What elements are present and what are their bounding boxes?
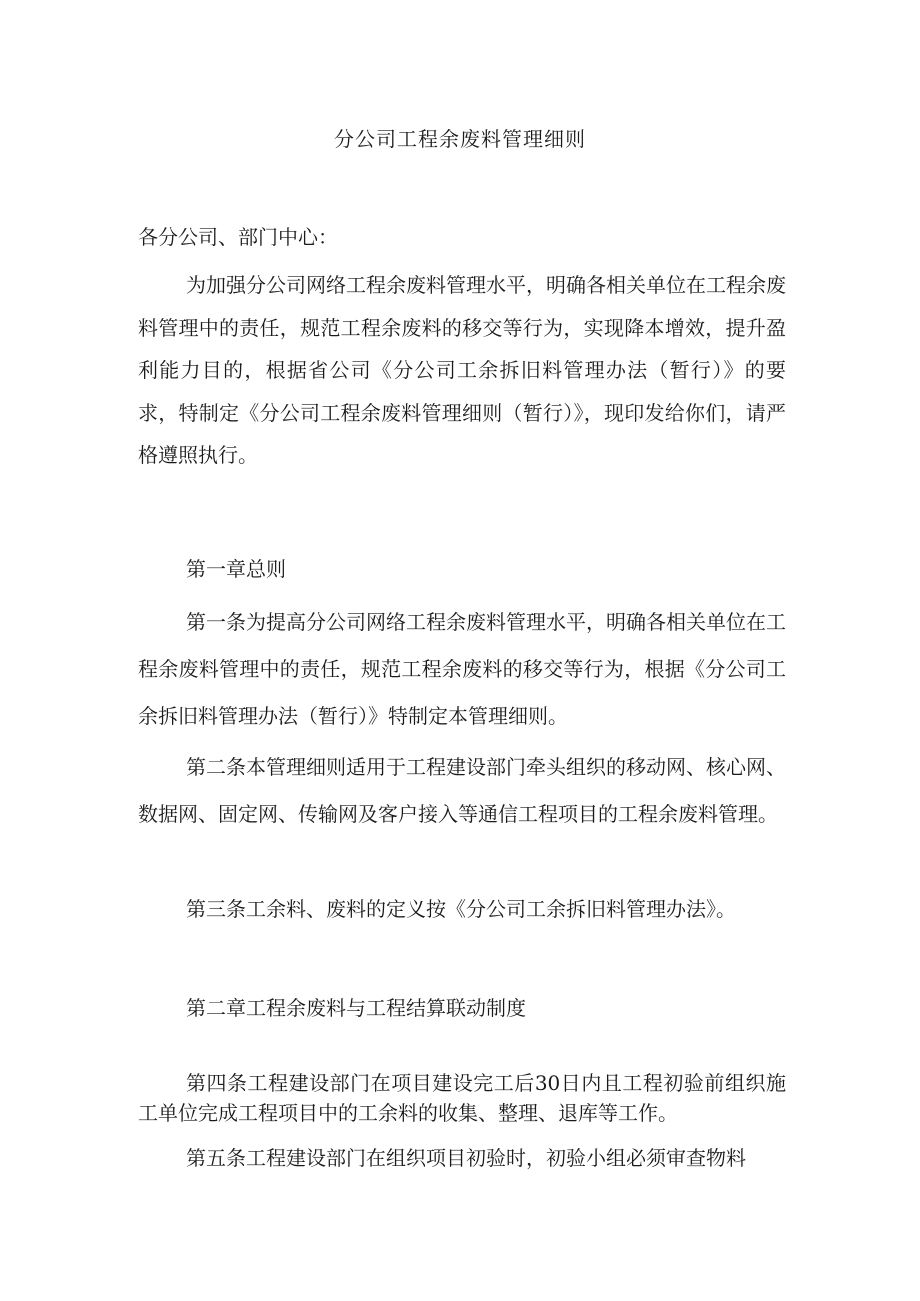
chapter1-heading: 第一章总则: [186, 557, 286, 581]
intro-paragraph: 为加强分公司网络工程余废料管理水平，明确各相关单位在工程余废料管理中的责任，规范工程余废料的移交等行为，实现降本增效，提升盈利能力目的，根据省公司《分公司工余拆旧料管理办法（暂行）》的要求，特制定《分公司工程余废料管理细则（暂行）》，现印发给你们，请严格遵照执行。: [138, 273, 786, 467]
article-3: 第三条工余料、废料的定义按《分公司工余拆旧料管理办法》。: [186, 897, 736, 921]
article-2: 第二条本管理细则适用于工程建设部门牵头组织的移动网、核心网、数据网、固定网、传输网及客户接入等通信工程项目的工程余废料管理。: [138, 755, 786, 826]
chapter2-heading: 第二章工程余废料与工程结算联动制度: [186, 996, 526, 1020]
article-4: 第四条工程建设部门在项目建设完工后30日内且工程初验前组织施工单位完成工程项目中的工余料的收集、整理、退库等工作。: [138, 1071, 786, 1125]
salutation: 各分公司、部门中心：: [138, 225, 338, 249]
article-1: 第一条为提高分公司网络工程余废料管理水平，明确各相关单位在工程余废料管理中的责任，规范工程余废料的移交等行为，根据《分公司工余拆旧料管理办法（暂行）》特制定本管理细则。: [138, 610, 786, 728]
document-title: 分公司工程余废料管理细则: [334, 127, 586, 151]
article-5: 第五条工程建设部门在组织项目初验时，初验小组必须审查物料: [186, 1146, 746, 1170]
